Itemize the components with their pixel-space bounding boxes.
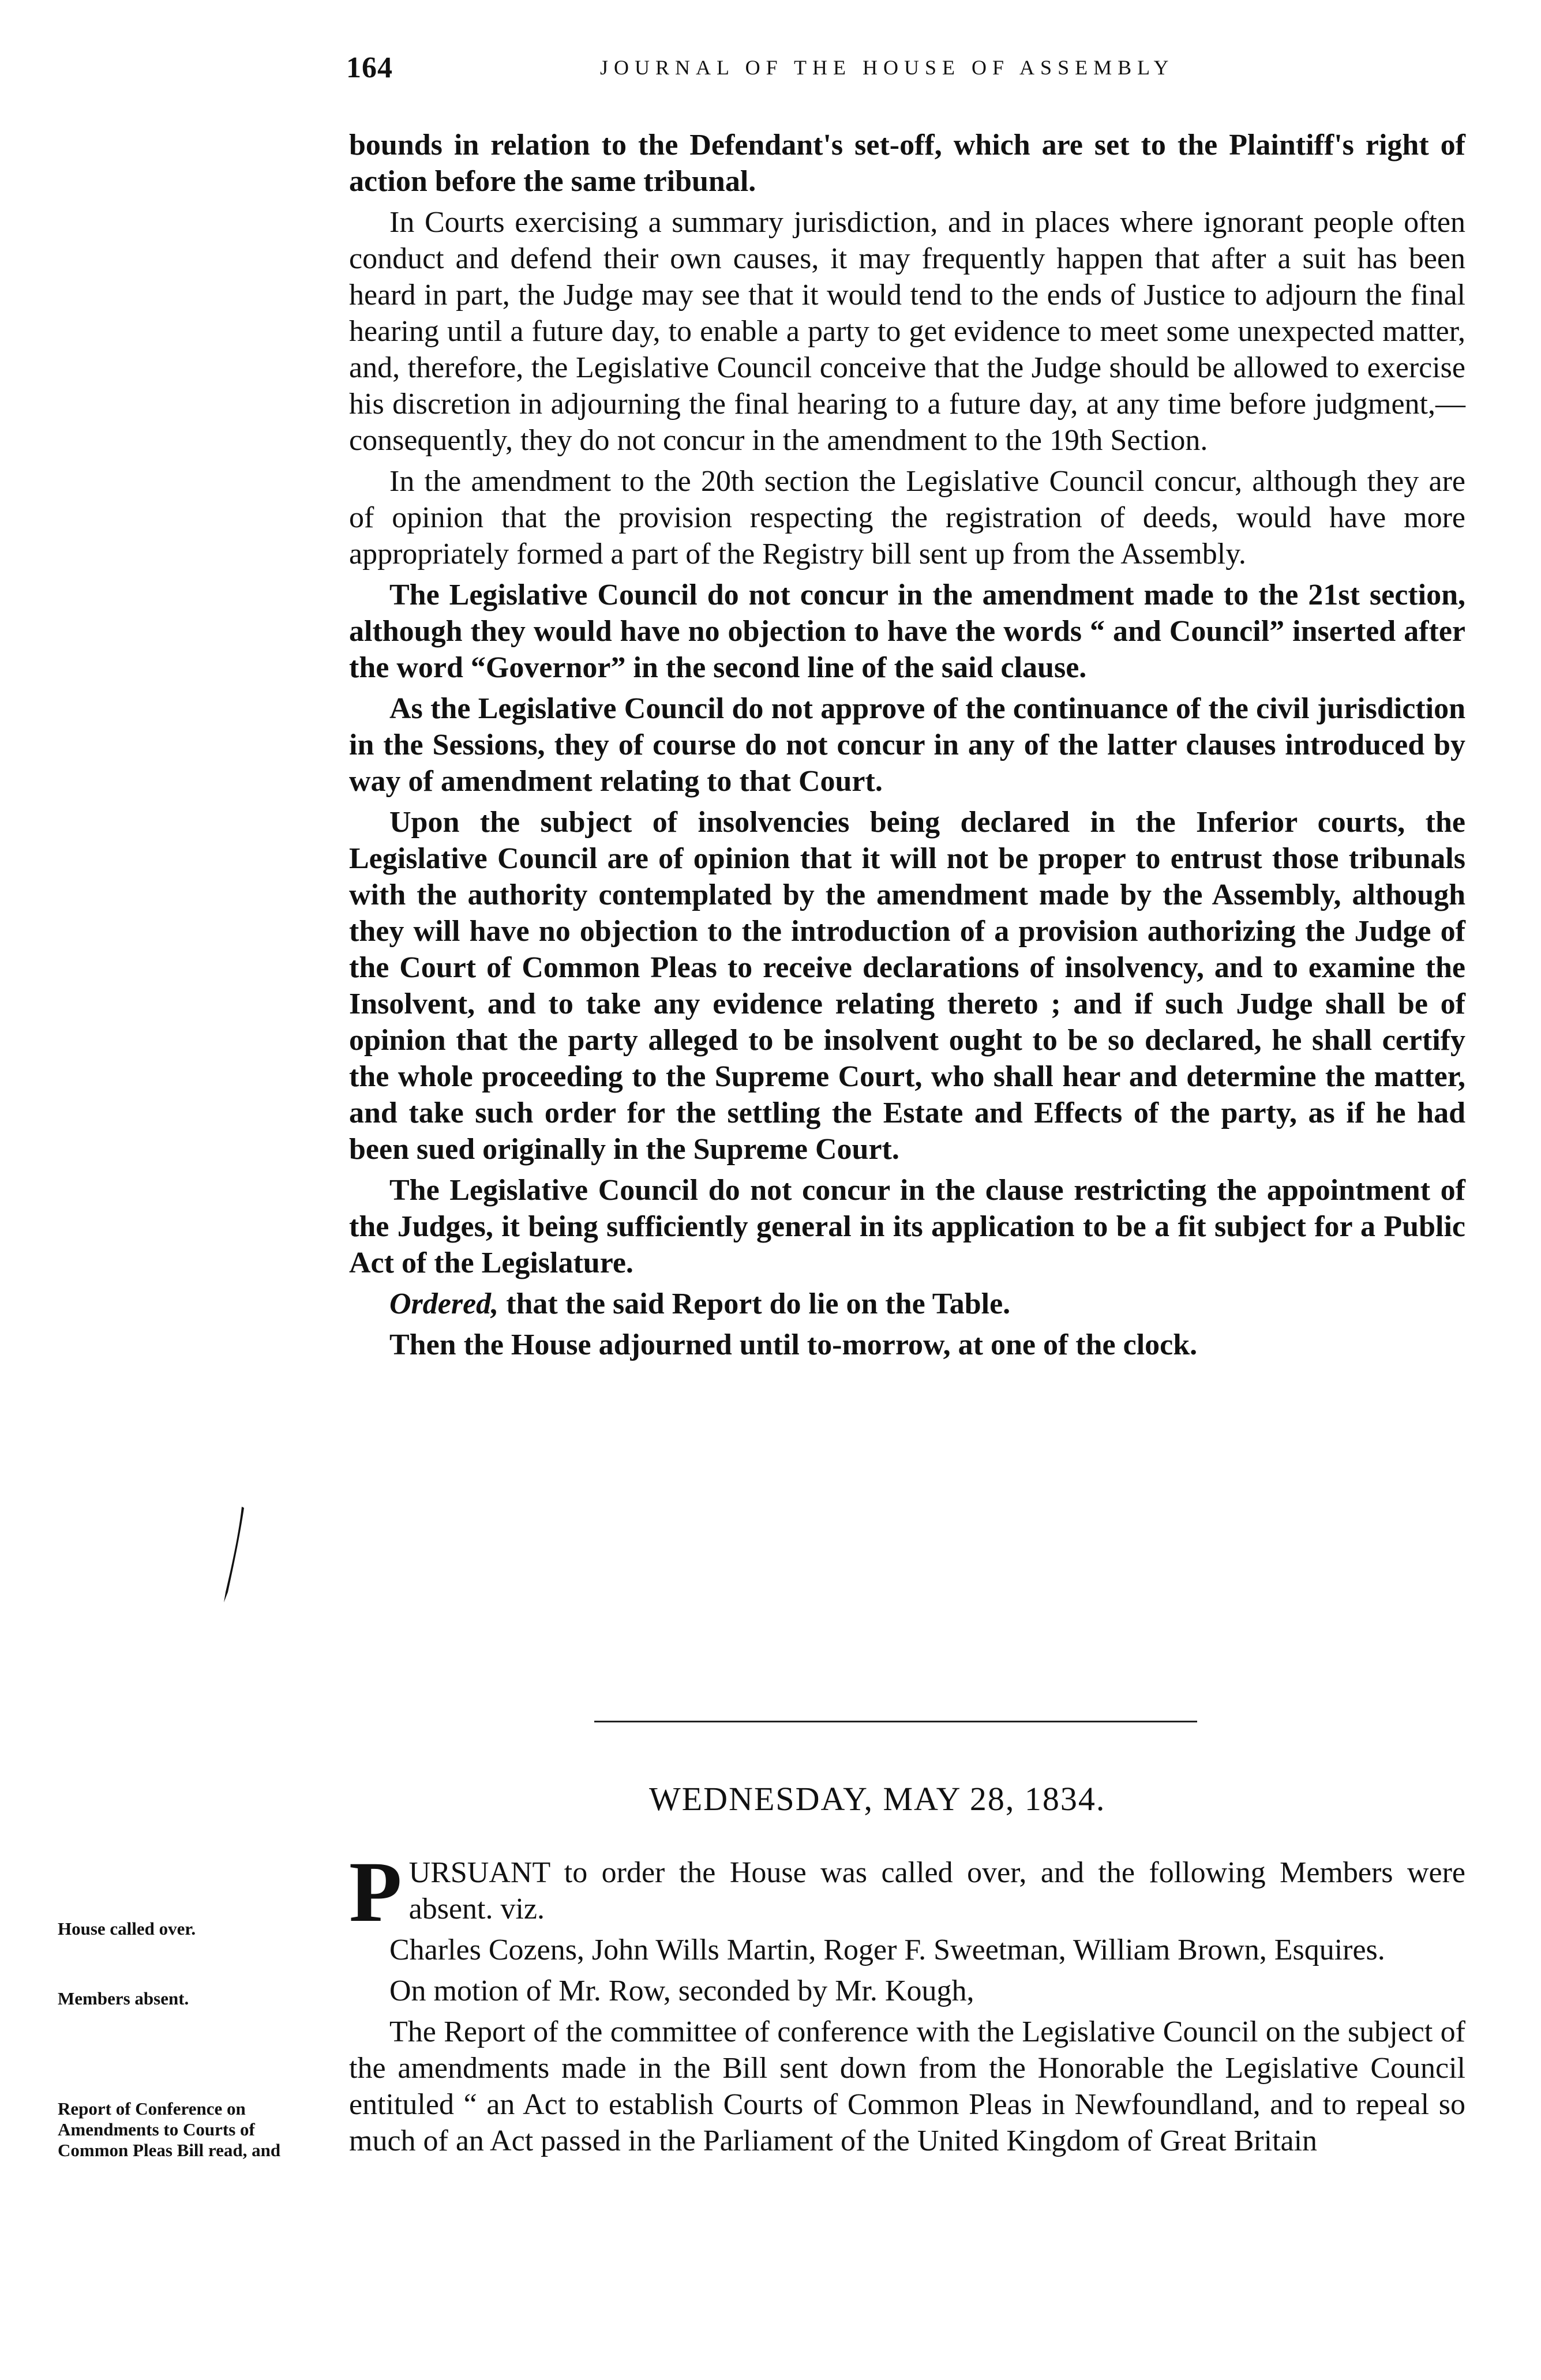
date-heading: WEDNESDAY, MAY 28, 1834.	[649, 1780, 1106, 1818]
margin-mark	[222, 1506, 245, 1604]
page-number: 164	[346, 51, 393, 84]
paragraph: As the Legislative Council do not approve of the continuance of the civil jurisdiction in the Sessions, they of course do not concur in any of the latter clauses introduced by way of amendment relating to that Court.	[349, 692, 1465, 798]
running-head: JOURNAL OF THE HOUSE OF ASSEMBLY	[600, 56, 1175, 79]
ordered-paragraph	[349, 1286, 1465, 1322]
main-text	[349, 127, 1465, 1368]
ordered-lead: Ordered,	[389, 1287, 499, 1320]
ordered-rest: that the said Report do lie on the Table.	[498, 1287, 1011, 1320]
paragraph: Upon the subject of insolvencies being declared in the Inferior courts, the Legislative Council are of opinion that it will not be proper to entrust those tribunals with the authority contemplated by the amendment made by the Assembly, although they will have no objection to the introduction of a provision authorizing the Judge of the Court of Common Pleas to receive declarations of insolvency, and to examine the Insolvent, and to take any evidence relating thereto ; and if such Judge shall be of opinion that the party alleged to be insolvent ought to be so declared, he shall certify the whole proceeding to the Supreme Court, who shall hear and determine the matter, and take such order for the settling the Estate and Effects of the party, as if he had been sued originally in the Supreme Court.	[349, 806, 1465, 1166]
sidenote-report-conference: Report of Conference on Amendments to Courts of Common Pleas Bill read, and	[58, 2099, 281, 2160]
sidenote-members-absent: Members absent.	[58, 1988, 189, 2009]
sidenote-house-called: House called over.	[58, 1919, 196, 1939]
opening-paragraph	[349, 1844, 1465, 1940]
adjourned-paragraph: Then the House adjourned until to-morrow, at one of the clock.	[389, 1328, 1198, 1361]
opening-text: URSUANT to order the House was called over, and the following Members were absent. viz.	[408, 1856, 1465, 1925]
paragraph: The Legislative Council do not concur in the clause restricting the appointment of the Judges, it being sufficiently general in its application to be a fit subject for a Public Act of the Legislature.	[349, 1174, 1465, 1279]
paragraph: In Courts exercising a summary jurisdiction, and in places where ignorant people often conduct and defend their own causes, it may frequently happen that after a suit has been heard in part, the Judge may see that it would tend to the ends of Justice to adjourn the final hearing until a future day, to enable a party to get evidence to meet some unexpected matter, and, therefore, the Legislative Council conceive that the Judge should be allowed to exercise his discretion in adjourning the final hearing to a future day, at any time before judgment,—consequently, they do not concur in the amendment to the 19th Section.	[349, 206, 1465, 457]
paragraph: The Legislative Council do not concur in the amendment made to the 21st section, although they would have no objection to have the words “ and Council” inserted after the word “Governor” in the second line of the said clause.	[349, 579, 1465, 684]
paragraph: In the amendment to the 20th section the Legislative Council concur, although they are of opinion that the provision respecting the registration of deeds, would have more appropriately formed a part of the Registry bill sent up from the Assembly.	[349, 465, 1465, 570]
section-rule	[594, 1721, 1197, 1722]
drop-cap: P	[349, 1844, 402, 1940]
paragraph: bounds in relation to the Defendant's set-off, which are set to the Plaintiff's right of action before the same tribunal.	[349, 129, 1465, 198]
report-paragraph: The Report of the committee of conference with the Legislative Council on the subject of the amendments made in the Bill sent down from the Honorable the Legislative Council entituled “ an Act to establish Courts of Common Pleas in Newfoundland, and to repeal so much of an Act passed in the Parliament of the United Kingdom of Great Britain	[349, 2015, 1465, 2157]
section-two-text	[349, 1844, 1465, 2164]
motion-line: On motion of Mr. Row, seconded by Mr. Kough,	[389, 1974, 974, 2007]
absent-members: Charles Cozens, John Wills Martin, Roger F. Sweetman, William Brown, Esquires.	[389, 1934, 1385, 1966]
